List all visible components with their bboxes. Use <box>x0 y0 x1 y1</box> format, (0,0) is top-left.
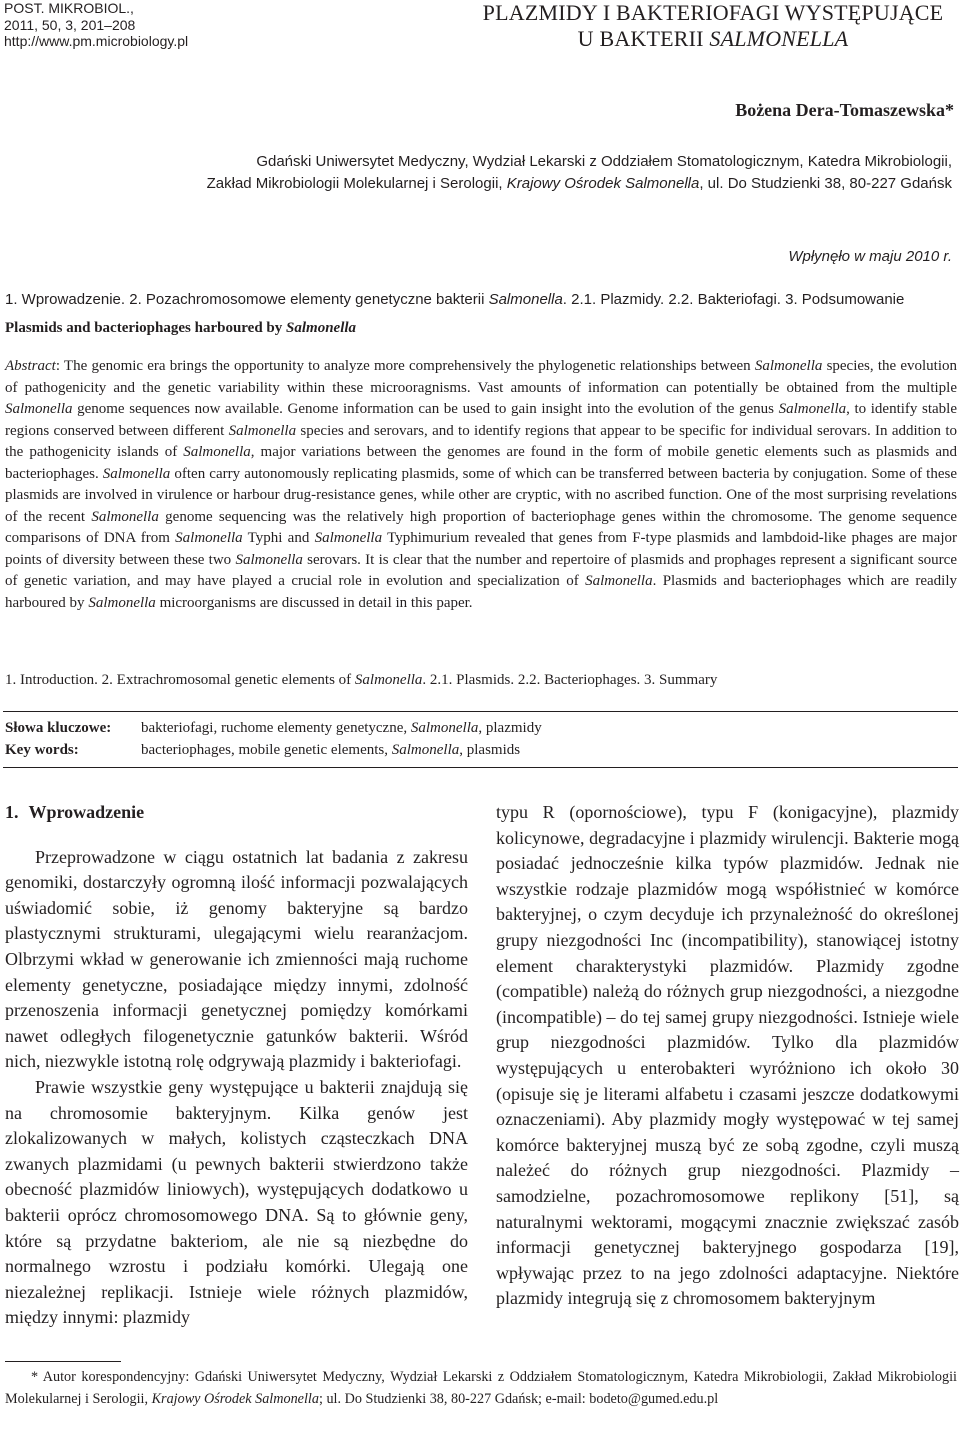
affiliation-line-2-a: Zakład Mikrobiologii Molekularnej i Serologii, <box>206 174 507 192</box>
english-title-italic: Salmonella <box>286 320 357 336</box>
affiliation <box>52 151 952 194</box>
keywords-top-rule <box>3 711 958 712</box>
footnote-rule <box>5 1361 121 1362</box>
toc-pl-before: 1. Wprowadzenie. 2. Pozachromosomowe elementy genetyczne bakterii <box>5 291 489 308</box>
section-title: Wprowadzenie <box>28 802 145 822</box>
affiliation-line-2-italic: Krajowy Ośrodek Salmonella <box>506 174 700 192</box>
toc-en-after: . 2.1. Plasmids. 2.2. Bacteriophages. 3. Summary <box>422 672 718 688</box>
title-line-2-genus: SALMONELLA <box>709 26 849 51</box>
section-number: 1. <box>5 802 19 822</box>
footnote: * Autor korespondencyjny: Gdański Uniwersytet Medyczny, Wydział Lekarski z Oddziałem Stomatologicznym, Katedra Mikrobiologii, Zakład Mikrobiologii Molekularnej i Serologii, Krajowy Ośrodek Salmonella; ul. Do Studzienki 38, 80-227 Gdańsk; e-mail: bodeto@gumed.edu.pl <box>5 1369 957 1407</box>
keywords-value-pl: bakteriofagi, ruchome elementy genetyczne, Salmonella, plazmidy <box>141 720 542 736</box>
english-title-text: Plasmids and bacteriophages harboured by <box>5 320 287 336</box>
keywords-label-en: Key words: <box>5 742 79 758</box>
english-title <box>5 320 356 337</box>
toc-pl-italic: Salmonella <box>488 291 563 308</box>
journal-name: POST. MIKROBIOL., <box>4 0 134 16</box>
journal-volume: 2011, 50, 3, 201–208 <box>4 16 136 33</box>
keywords-row-en <box>5 739 542 761</box>
author-name: Bożena Dera-Tomaszewska* <box>735 100 954 120</box>
keywords-label-pl: Słowa kluczowe: <box>5 720 112 736</box>
body-column-right <box>496 800 959 1312</box>
title-line-2 <box>470 26 956 52</box>
table-of-contents-en <box>5 672 717 689</box>
paragraph-continued: typu R (opornościowe), typu F (konigacyjne), plazmidy kolicynowe, degradacyjne i plazmidy wirulencji. Bakterie mogą posiadać jednocześnie kilka typów plazmidów. Jednak nie wszystkie rodzaje plazmidów mogą współistnieć w komórce bakteryjnej, o czym decyduje ich przynależność do określonej grupy niezgodności Inc (incompatibility), stanowiącej istotny element charakterystyki plazmidów. Plazmidy zgodne (compatible) należą do różnych grup niezgodności, a niezgodne (incompatible) – do tej samej grupy niezgodności. Istnieje wiele grup niezgodności plazmidów. Tylko dla plazmidów występujących u enterobakteri wyróżniono ich około 30 (opisuje się je literami alfabetu i czasami jeszcze dodatkowymi oznaczeniami). Aby plazmidy mogły występować w tej samej komórce bakteryjnej muszą być ze sobą zgodne, czyli muszą należeć do różnych grup niezgodności. Plazmidy – samodzielne, pozachromosomowe replikony [51], są naturalnymi wektorami, mogącymi znacznie zwiększać zasób informacji genetycznej bakteryjnego gospodarza [19], wpływając przez to na jego zdolności adaptacyjne. Niektóre plazmidy integrują się z chromosomem bakteryjnym <box>496 802 959 1309</box>
title-line-2-prefix: U BAKTERII <box>577 26 710 51</box>
journal-url[interactable]: http://www.pm.microbiology.pl <box>4 33 189 49</box>
keywords-value-en: bacteriophages, mobile genetic elements, Salmonella, plasmids <box>141 742 521 758</box>
section-heading <box>5 800 468 826</box>
article-title <box>470 0 956 52</box>
affiliation-line-2-b: , ul. Do Studzienki 38, 80-227 Gdańsk <box>699 174 952 192</box>
keywords-table <box>5 717 542 761</box>
affiliation-line-1: Gdański Uniwersytet Medyczny, Wydział Lekarski z Oddziałem Stomatologicznym, Katedra Mikrobiologii, <box>256 153 952 170</box>
received-date: Wpłynęło w maju 2010 r. <box>788 248 952 265</box>
abstract: Abstract: The genomic era brings the opportunity to analyze more comprehensively the phylogenetic relationships between Salmonella species, the evolution of pathogenicity and the genetic variability within these microoragnisms. Vast amounts of information can potentially be obtained from the multiple Salmonella genome sequences now available. Genome information can be used to gain insight into the evolution of the genus Salmonella, to identify stable regions conserved between different Salmonella species and serovars, and to identify regions that appear to be specific for individual serovars. In addition to the pathogenicity islands of Salmonella, major variations between the genomes are found in the form of mobile genetic elements such as plasmids and bacteriophages. Salmonella often carry autonomously replicating plasmids, some of which can be transferred between bacteria by conjugation. Some of these plasmids are involved in virulence or harbour drug-resistance genes, while other are cryptic, with no ascribed function. One of the most surprising revelations of the recent Salmonella genome sequencing was the relatively high proportion of bacteriophage genes within the chromosome. The genome sequence comparisons of DNA from Salmonella Typhi and Salmonella Typhimurium revealed that genes from F-type plasmids and lambdoid-like phages are major points of diversity between these two Salmonella serovars. It is clear that the number and repertoire of plasmids and prophages represent a significant source of genetic variation, and may have played a crucial role in evolution and specialization of Salmonella. Plasmids and bacteriophages which are readily harboured by Salmonella microorganisms are discussed in detail in this paper. <box>5 358 958 611</box>
keywords-row-pl <box>5 717 542 739</box>
paragraph: Przeprowadzone w ciągu ostatnich lat badania z zakresu genomiki, dostarczyły ogromną ilość informacji pozwalających uświadomić sobie, iż genomy bakteryjne są bardzo plastycznymi strukturami, ulegającymi wielu rearanżacjom. Olbrzymi wkład w generowanie ich zmienności mają ruchome elementy genetyczne, posiadające między innymi, zdolność przenoszenia informacji genetycznej pomiędzy komórkami nawet odległych filogenetycznie gatunków bakterii. Wśród nich, niezwykle istotną rolę odgrywają plazmidy i bakteriofagi. <box>5 846 468 1072</box>
affiliation-line-2 <box>52 173 952 195</box>
paragraph: Prawie wszystkie geny występujące u bakterii znajdują się na chromosomie bakteryjnym. Kilka genów jest zlokalizowanych w małych, kolistych cząsteczkach DNA zwanych plazmidami (u pewnych bakterii stwierdzono także obecność plazmidów liniowych), występujących dodatkowo u bakterii oprócz chromosomowego DNA. Są to głównie geny, które są przydatne bakteriom, ale nie są niezbędne do normalnego wzrostu i podziału komórki. Ulegają one niezależnej replikacji. Istnieje wiele różnych plazmidów, między innymi: plazmidy <box>5 1076 468 1328</box>
table-of-contents-pl <box>5 291 904 308</box>
keywords-bottom-rule <box>3 767 958 768</box>
title-line-1: PLAZMIDY I BAKTERIOFAGI WYSTĘPUJĄCE <box>482 0 944 25</box>
journal-info <box>4 0 188 50</box>
toc-pl-after: . 2.1. Plazmidy. 2.2. Bakteriofagi. 3. Podsumowanie <box>562 291 905 308</box>
body-column-left <box>5 800 468 1331</box>
toc-en-italic: Salmonella <box>354 672 423 688</box>
abstract-label: Abstract <box>5 358 56 374</box>
toc-en-before: 1. Introduction. 2. Extrachromosomal genetic elements of <box>5 672 355 688</box>
